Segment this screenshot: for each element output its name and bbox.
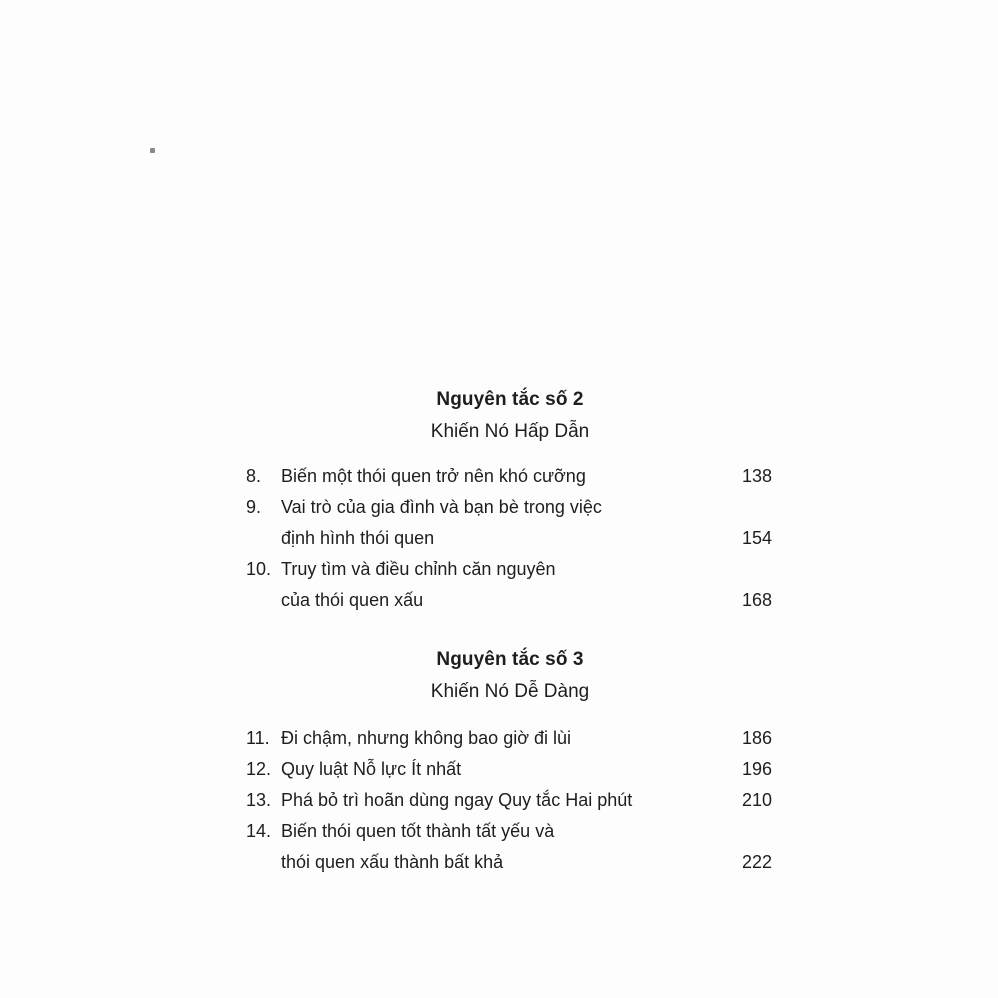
entry-number: 11.: [246, 728, 270, 748]
entry-page: 196: [741, 759, 772, 779]
entry-page: 222: [741, 852, 772, 872]
entry-page: 154: [741, 528, 772, 548]
section-title: Nguyên tắc số 3: [436, 649, 584, 670]
entry-number: 8.: [246, 466, 262, 486]
entry-number: 9.: [246, 497, 262, 517]
entry-title: Biến một thói quen trở nên khó cưỡng: [281, 466, 586, 486]
entry-title: Phá bỏ trì hoãn dùng ngay Quy tắc Hai phút: [281, 790, 633, 810]
entry-page: 210: [741, 790, 772, 810]
entry-number: 12.: [246, 759, 272, 779]
entry-number: 10.: [246, 559, 272, 579]
section-subtitle: Khiến Nó Hấp Dẫn: [430, 421, 590, 442]
entry-number: 13.: [246, 790, 272, 810]
entry-title: Quy luật Nỗ lực Ít nhất: [281, 759, 462, 779]
entry-page: 168: [741, 590, 772, 610]
entry-title-continued: định hình thói quen: [281, 528, 435, 548]
entry-title: Đi chậm, nhưng không bao giờ đi lùi: [281, 728, 572, 748]
entry-number: 14.: [246, 821, 272, 841]
entry-title-continued: thói quen xấu thành bất khả: [281, 852, 504, 872]
scan-speck: [150, 148, 155, 153]
entry-title: Truy tìm và điều chỉnh căn nguyên: [281, 559, 556, 579]
section-subtitle: Khiến Nó Dễ Dàng: [430, 681, 590, 702]
entry-title: Vai trò của gia đình và bạn bè trong việc: [281, 497, 602, 517]
entry-page: 138: [741, 466, 772, 486]
entry-title: Biến thói quen tốt thành tất yếu và: [281, 821, 555, 841]
entry-page: 186: [741, 728, 772, 748]
section-title: Nguyên tắc số 2: [436, 389, 584, 410]
entry-title-continued: của thói quen xấu: [281, 590, 424, 610]
